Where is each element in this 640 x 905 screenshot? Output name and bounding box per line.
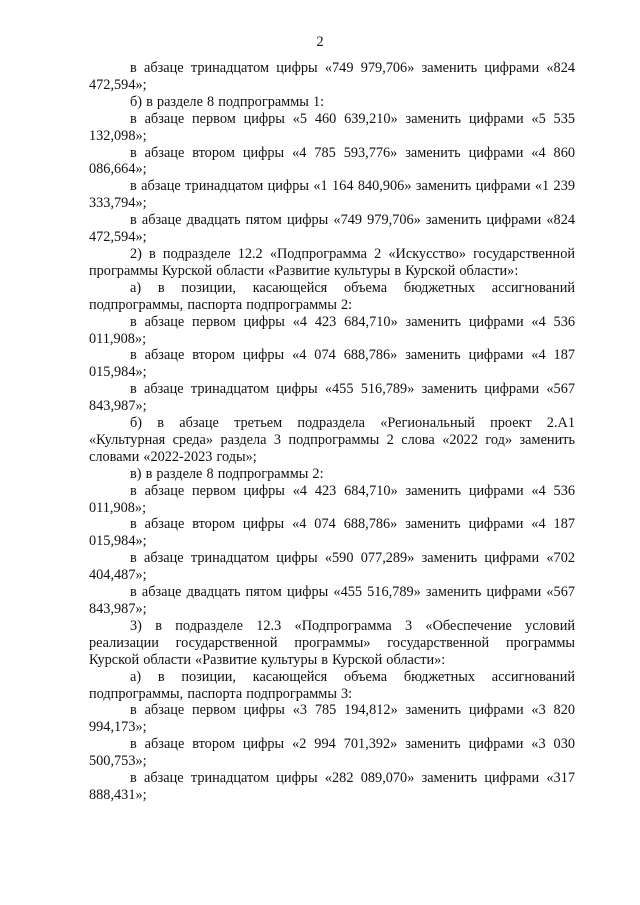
page-number: 2 xyxy=(316,34,324,50)
paragraph: в абзаце тринадцатом цифры «455 516,789» заменить цифрами «567 843,987»; xyxy=(89,381,575,415)
paragraph: в абзаце втором цифры «4 785 593,776» заменить цифрами «4 860 086,664»; xyxy=(89,144,575,178)
paragraph: в абзаце тринадцатом цифры «282 089,070» заменить цифрами «317 888,431»; xyxy=(89,770,575,803)
paragraph: в абзаце первом цифры «4 423 684,710» заменить цифрами «4 536 011,908»; xyxy=(89,482,575,516)
paragraph: в абзаце первом цифры «5 460 639,210» заменить цифрами «5 535 132,098»; xyxy=(89,110,575,144)
paragraph: в абзаце тринадцатом цифры «590 077,289» заменить цифрами «702 404,487»; xyxy=(89,550,575,584)
paragraph: в абзаце втором цифры «4 074 688,786» заменить цифрами «4 187 015,984»; xyxy=(89,516,575,550)
paragraph: в) в разделе 8 подпрограммы 2: xyxy=(130,465,324,482)
document-body xyxy=(89,60,575,804)
paragraph: в абзаце втором цифры «2 994 701,392» заменить цифрами «3 030 500,753»; xyxy=(89,736,575,770)
paragraph: в абзаце первом цифры «3 785 194,812» заменить цифрами «3 820 994,173»; xyxy=(89,702,575,736)
paragraph: в абзаце двадцать пятом цифры «749 979,706» заменить цифрами «824 472,594»; xyxy=(89,212,575,246)
paragraph: в абзаце первом цифры «4 423 684,710» заменить цифрами «4 536 011,908»; xyxy=(89,313,575,347)
paragraph: а) в позиции, касающейся объема бюджетных ассигнований подпрограммы, паспорта подпрограммы 3: xyxy=(89,668,575,702)
paragraph: а) в позиции, касающейся объема бюджетных ассигнований подпрограммы, паспорта подпрограммы 2: xyxy=(89,279,575,313)
paragraph: б) в абзаце третьем подраздела «Региональный проект 2.А1 «Культурная среда» раздела 3 подпрограммы 2 слова «2022 год» заменить словами «2022-2023 годы»; xyxy=(89,415,575,465)
paragraph: 3) в подразделе 12.3 «Подпрограмма 3 «Обеспечение условий реализации государственной программы» государственной программы Курской области «Развитие культуры в Курской области»: xyxy=(89,617,575,668)
paragraph: в абзаце тринадцатом цифры «1 164 840,906» заменить цифрами «1 239 333,794»; xyxy=(89,178,575,212)
paragraph: 2) в подразделе 12.2 «Подпрограмма 2 «Искусство» государственной программы Курской области «Развитие культуры в Курской области»: xyxy=(89,245,575,279)
paragraph: в абзаце двадцать пятом цифры «455 516,789» заменить цифрами «567 843,987»; xyxy=(89,584,575,617)
paragraph: в абзаце тринадцатом цифры «749 979,706» заменить цифрами «824 472,594»; xyxy=(89,60,575,93)
paragraph: б) в разделе 8 подпрограммы 1: xyxy=(130,93,325,110)
paragraph: в абзаце втором цифры «4 074 688,786» заменить цифрами «4 187 015,984»; xyxy=(89,347,575,381)
